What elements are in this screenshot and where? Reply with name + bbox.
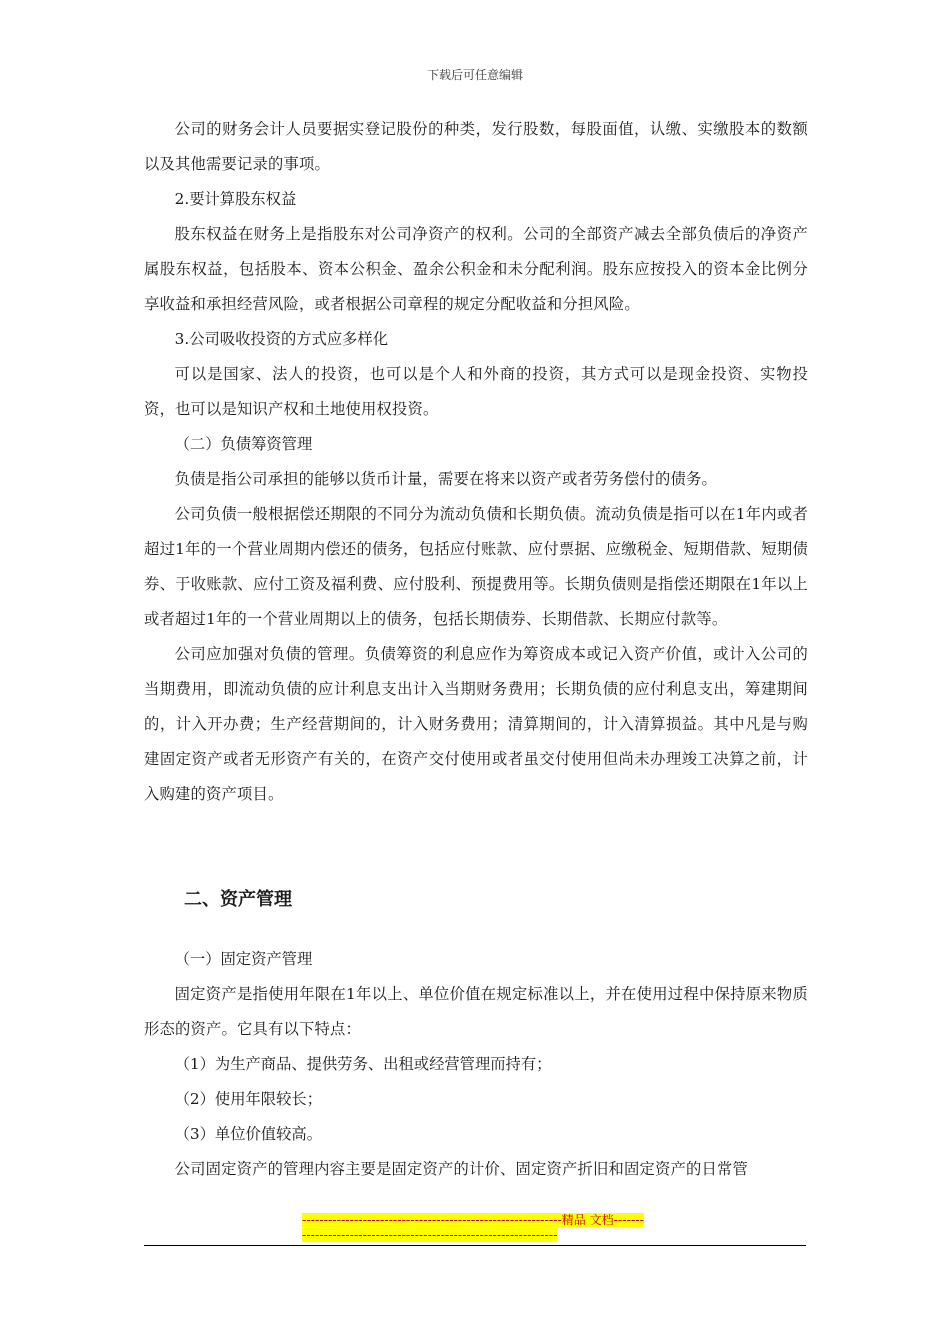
paragraph: 股东权益在财务上是指股东对公司净资产的权利。公司的全部资产减去全部负债后的净资产属股东权益，包括股本、资本公积金、盈余公积金和未分配利润。股东应按投入的资本金比例分享收益和承担经营风险，或者根据公司章程的规定分配收益和分担风险。 — [144, 225, 808, 313]
footer-rule — [144, 1245, 806, 1246]
section-heading: 二、资产管理 — [184, 889, 292, 910]
list-item: （3）单位价值较高。 — [174, 1125, 322, 1143]
document-body — [144, 112, 808, 812]
paragraph: 可以是国家、法人的投资，也可以是个人和外商的投资，其方式可以是现金投资、实物投资，也可以是知识产权和土地使用权投资。 — [144, 365, 808, 418]
footer-banner — [302, 1213, 647, 1243]
list-item: （1）为生产商品、提供劳务、出租或经营管理而持有； — [174, 1055, 552, 1073]
document-body-2 — [144, 942, 808, 1187]
list-item: （2）使用年限较长； — [174, 1090, 322, 1108]
subheading: 2.要计算股东权益 — [174, 190, 297, 208]
paragraph: 公司应加强对负债的管理。负债筹资的利息应作为筹资成本或记入资产价值，或计入公司的当期费用，即流动负债的应计利息支出计入当期财务费用；长期负债的应付利息支出，筹建期间的，计入开办费；生产经营期间的，计入财务费用；清算期间的，计入清算损益。其中凡是与购建固定资产或者无形资产有关的，在资产交付使用或者虽交付使用但尚未办理竣工决算之前，计入购建的资产项目。 — [144, 645, 808, 803]
section-heading-wrapper — [144, 882, 808, 918]
subheading: （一）固定资产管理 — [174, 950, 313, 968]
subheading: （二）负债筹资管理 — [174, 435, 313, 453]
paragraph: 公司固定资产的管理内容主要是固定资产的计价、固定资产折旧和固定资产的日常管 — [174, 1160, 748, 1178]
footer-banner-text: ------------------------------------------------------------精品 文档------------------------------------------------------------------ — [302, 1213, 644, 1242]
paragraph: 固定资产是指使用年限在1年以上、单位价值在规定标准以上，并在使用过程中保持原来物质形态的资产。它具有以下特点： — [144, 985, 808, 1038]
paragraph: 公司的财务会计人员要据实登记股份的种类，发行股数，每股面值，认缴、实缴股本的数额以及其他需要记录的事项。 — [144, 120, 808, 173]
paragraph: 公司负债一般根据偿还期限的不同分为流动负债和长期负债。流动负债是指可以在1年内或者超过1年的一个营业周期内偿还的债务，包括应付账款、应付票据、应缴税金、短期借款、短期债券、于收账款、应付工资及福利费、应付股利、预提费用等。长期负债则是指偿还期限在1年以上或者超过1年的一个营业周期以上的债务，包括长期债券、长期借款、长期应付款等。 — [144, 505, 808, 628]
subheading: 3.公司吸收投资的方式应多样化 — [174, 330, 389, 348]
paragraph: 负债是指公司承担的能够以货币计量，需要在将来以资产或者劳务偿付的债务。 — [174, 470, 717, 488]
page-header: 下载后可任意编辑 — [426, 68, 523, 82]
